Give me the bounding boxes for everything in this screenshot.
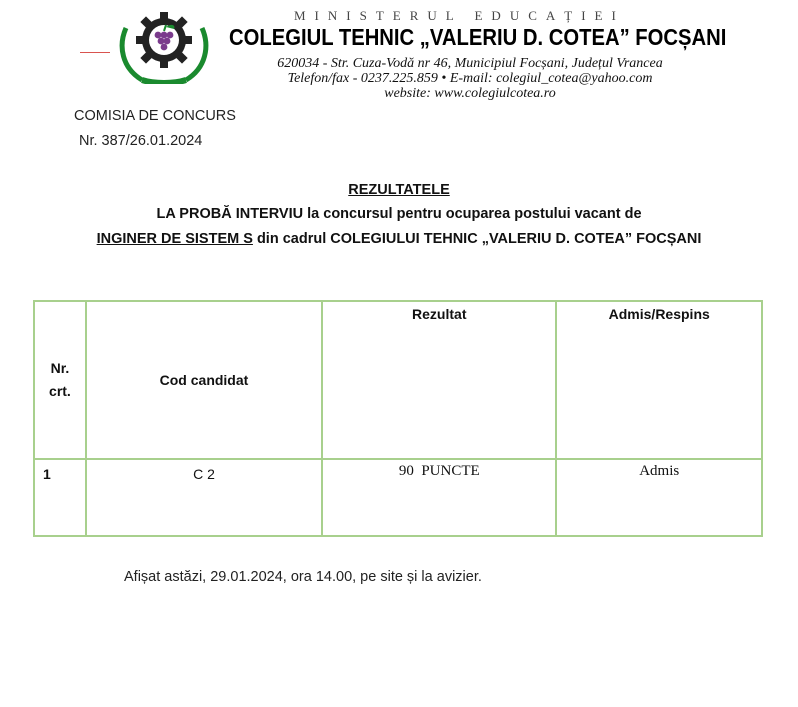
header-nr-label: Nr. xyxy=(50,360,70,376)
header-admis-respins: Admis/Respins xyxy=(556,301,762,459)
address-line: 620034 - Str. Cuza-Vodă nr 46, Municipiul Focșani, Județul Vrancea xyxy=(277,56,663,71)
cell-rezultat: 90 PUNCTE xyxy=(322,459,556,536)
table-row xyxy=(34,459,762,536)
header-crt-label: crt. xyxy=(49,383,71,399)
position-name: INGINER DE SISTEM S xyxy=(96,231,253,247)
table-header-row xyxy=(34,301,762,459)
college-name: COLEGIUL TEHNIC „VALERIU D. COTEA” FOCȘANI xyxy=(229,24,727,50)
results-position-line xyxy=(0,231,798,247)
commission-label: COMISIA DE CONCURS xyxy=(74,108,236,124)
ministry-name: MINISTERUL EDUCAȚIEI xyxy=(294,8,625,23)
posted-note: Afișat astăzi, 29.01.2024, ora 14.00, pe site și la avizier. xyxy=(124,569,482,585)
header-rule xyxy=(80,52,110,53)
cell-cod: C 2 xyxy=(86,459,322,536)
position-context: din cadrul COLEGIULUI TEHNIC „VALERIU D. COTEA” FOCȘANI xyxy=(252,231,702,247)
results-subtitle: LA PROBĂ INTERVIU la concursul pentru ocuparea postului vacant de xyxy=(156,206,642,222)
header-rezultat: Rezultat xyxy=(322,301,556,459)
cell-nr: 1 xyxy=(34,459,86,536)
cell-admis: Admis xyxy=(556,459,762,536)
header-nr-crt xyxy=(34,301,86,459)
website-line: website: www.colegiulcotea.ro xyxy=(384,86,556,101)
results-table xyxy=(33,300,763,537)
results-title: REZULTATELE xyxy=(348,182,450,198)
college-logo-icon xyxy=(116,6,212,84)
header-cod-candidat: Cod candidat xyxy=(86,301,322,459)
document-number: Nr. 387/26.01.2024 xyxy=(79,133,203,149)
contact-line: Telefon/fax - 0237.225.859 • E-mail: colegiul_cotea@yahoo.com xyxy=(287,71,653,86)
